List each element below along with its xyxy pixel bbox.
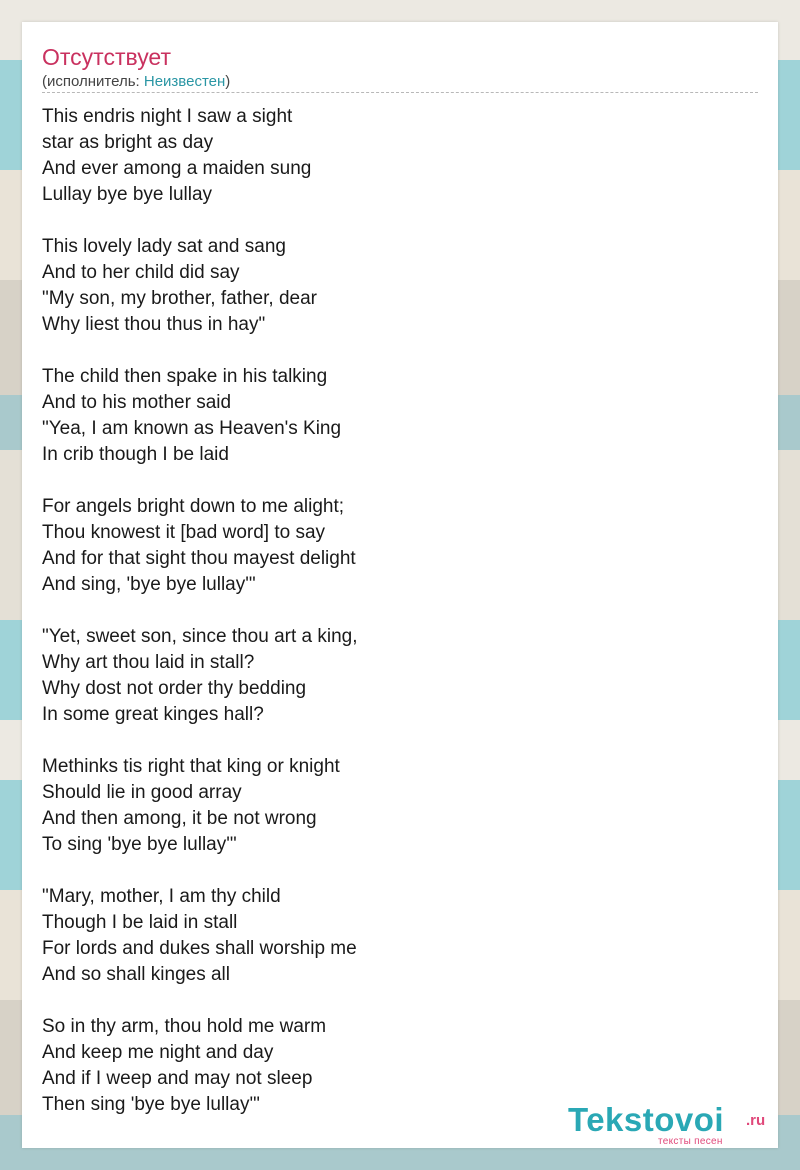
lyric-line: Why liest thou thus in hay" <box>42 314 266 335</box>
artist-suffix: ) <box>225 73 231 90</box>
artist-link[interactable]: Неизвестен <box>143 73 226 90</box>
artist-prefix: (исполнитель: <box>42 73 144 90</box>
lyric-line: And then among, it be not wrong <box>42 808 317 829</box>
stanza <box>42 884 742 988</box>
lyric-line: In some great kinges hall? <box>42 704 264 725</box>
lyric-line: "Mary, mother, I am thy child <box>42 886 281 907</box>
lyric-line: So in thy arm, thou hold me warm <box>42 1016 327 1037</box>
lyric-line: And for that sight thou mayest delight <box>42 548 356 569</box>
lyric-line: And keep me night and day <box>42 1042 274 1063</box>
lyric-line: Thou knowest it [bad word] to say <box>42 522 326 543</box>
lyric-line: The child then spake in his talking <box>42 366 328 387</box>
logo-wordmark: Tekstovoi <box>568 1101 725 1138</box>
logo-domain: .ru <box>746 1112 766 1129</box>
stanza <box>42 624 742 728</box>
lyric-line: And ever among a maiden sung <box>42 158 312 179</box>
lyrics-body <box>42 104 742 1144</box>
stanza <box>42 494 742 598</box>
site-logo[interactable] <box>568 1102 778 1148</box>
lyric-line: For lords and dukes shall worship me <box>42 938 357 959</box>
lyric-line: In crib though I be laid <box>42 444 229 465</box>
stanza <box>42 104 742 208</box>
lyric-line: Methinks tis right that king or knight <box>42 756 340 777</box>
artist-line <box>42 73 230 91</box>
stanza <box>42 754 742 858</box>
lyric-line: Should lie in good array <box>42 782 242 803</box>
lyric-line: Why dost not order thy bedding <box>42 678 307 699</box>
stanza <box>42 364 742 468</box>
lyric-line: Lullay bye bye lullay <box>42 184 213 205</box>
lyric-line: This endris night I saw a sight <box>42 106 293 127</box>
lyric-line: And sing, 'bye bye lullay'" <box>42 574 256 595</box>
lyric-line: And to her child did say <box>42 262 240 283</box>
lyric-line: star as bright as day <box>42 132 214 153</box>
lyric-line: And if I weep and may not sleep <box>42 1068 313 1089</box>
lyrics-card <box>22 22 778 1148</box>
song-title: Отсутствует <box>42 44 171 70</box>
lyric-line: Then sing 'bye bye lullay'" <box>42 1094 260 1115</box>
lyric-line: This lovely lady sat and sang <box>42 236 286 257</box>
logo-tagline: тексты песен <box>658 1136 723 1147</box>
title-divider <box>42 92 758 93</box>
lyric-line: "My son, my brother, father, dear <box>42 288 317 309</box>
lyric-line: And so shall kinges all <box>42 964 230 985</box>
lyric-line: "Yea, I am known as Heaven's King <box>42 418 342 439</box>
lyric-line: Though I be laid in stall <box>42 912 238 933</box>
lyric-line: For angels bright down to me alight; <box>42 496 345 517</box>
lyric-line: Why art thou laid in stall? <box>42 652 255 673</box>
lyric-line: To sing 'bye bye lullay'" <box>42 834 237 855</box>
lyric-line: And to his mother said <box>42 392 232 413</box>
lyric-line: "Yet, sweet son, since thou art a king, <box>42 626 358 647</box>
stanza <box>42 234 742 338</box>
